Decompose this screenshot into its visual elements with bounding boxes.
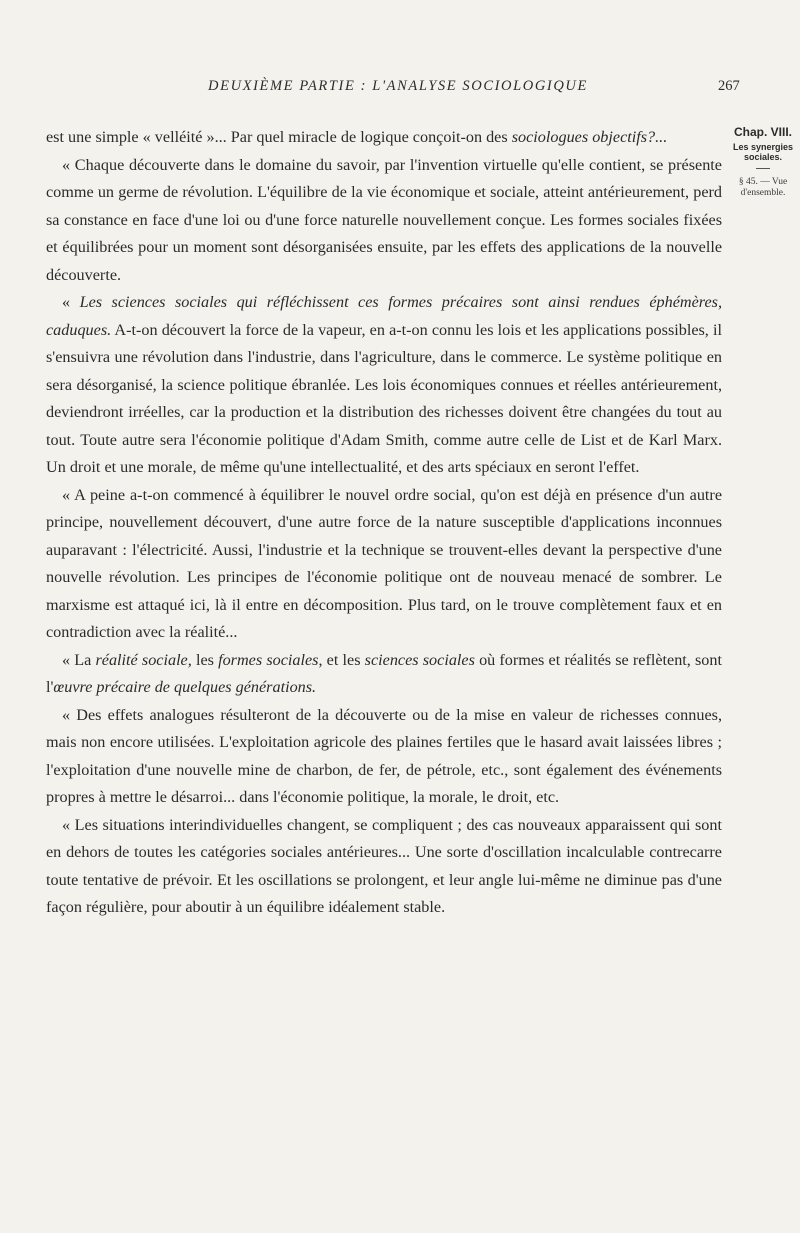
paragraph-5-italic-sciences: sciences sociales (364, 650, 475, 669)
paragraph-5 (46, 647, 722, 702)
paragraph-5-part-c: les (191, 650, 219, 669)
paragraph-1-italic: sociologues objectifs?... (511, 128, 668, 146)
paragraph-1-text: est une simple « velléité »... Par quel miracle de logique conçoit-on des (46, 128, 512, 146)
margin-chapter-title: Les synergies sociales. (732, 141, 794, 163)
paragraph-5-italic-forms: formes sociales (218, 650, 319, 669)
paragraph-5-part-e: , et les (318, 650, 365, 669)
paragraph-2: « Chaque découverte dans le domaine du savoir, par l'invention virtuelle qu'elle contient, se présente comme un germe de révolution. L'équilibre de la vie économique et sociale, atteint antérieurement, perd sa constance en face d'une loi ou d'une force naturelle nouvellement conçue. Les formes sociales fixées et équilibrées pour un moment sont désorganisées ensuite, par les effets des applications de la nouvelle découverte. (46, 155, 722, 284)
paragraph-3-text: A-t-on découvert la force de la vapeur, en a-t-on connu les lois et les applications possibles, il s'ensuivra une révolution dans l'industrie, dans l'agriculture, dans le commerce. Le système politique en sera désorganisé, la science politique ébranlée. Les lois économiques connues et réelles antérieurement, deviendront irréelles, car la production et la distribution des richesses doivent être changées du tout au tout. Toute autre sera l'économie politique d'Adam Smith, comme autre celle de List et de Karl Marx. Un droit et une morale, de même qu'une intellectualité, et des arts spéciaux en seront l'effet. (46, 320, 722, 476)
margin-section: § 45. — Vue d'ensemble. (738, 177, 788, 199)
paragraph-3-open: « (62, 293, 80, 311)
paragraph-3-italic: Les sciences sociales qui réfléchissent ces formes précaires sont ainsi rendues éphémères, caduques. (46, 293, 722, 339)
paragraph-5-part-g: où formes et réalités se reflètent, sont l' (46, 650, 722, 696)
body-text (46, 124, 722, 922)
margin-divider (756, 168, 770, 169)
paragraph-5-italic-reality: réalité sociale, (95, 650, 192, 669)
margin-note (728, 126, 798, 199)
paragraph-4: « A peine a-t-on commencé à équilibrer le nouvel ordre social, qu'on est déjà en présence d'un autre principe, nouvellement découvert, d'une autre force de la nature susceptible d'applications inconnues auparavant : l'électricité. Aussi, l'industrie et la technique se trouvent-elles devant la perspective d'une nouvelle révolution. Les principes de l'économie politique ont de nouveau menacé de sombrer. Le marxisme est attaqué ici, là il entre en décomposition. Plus tard, on le trouve complètement faux et en contradiction avec la réalité... (46, 485, 722, 641)
paragraph-6: « Des effets analogues résulteront de la découverte ou de la mise en valeur de richesses connues, mais non encore utilisées. L'exploitation agricole des plaines fertiles que le hasard avait laissées libres ; l'exploitation d'une nouvelle mine de charbon, de fer, de pétrole, etc., sont également des événements propres à mettre le désarroi... dans l'économie politique, la morale, le droit, etc. (46, 705, 722, 806)
paragraph-3 (46, 289, 722, 482)
running-header: DEUXIÈME PARTIE : L'ANALYSE SOCIOLOGIQUE (208, 78, 588, 94)
paragraph-5-italic-work: œuvre précaire de quelques générations. (53, 678, 317, 696)
paragraph-7: « Les situations interindividuelles changent, se compliquent ; des cas nouveaux apparaissent qui sont en dehors de toutes les catégories sociales antérieures... Une sorte d'oscillation incalculable contrecarre toute tentative de prévoir. Et les oscillations se prolongent, et leur angle lui-même ne diminue pas d'une façon régulière, pour aboutir à un équilibre idéalement stable. (46, 815, 722, 916)
paragraph-5-part-a: « La (62, 650, 96, 669)
margin-chapter: Chap. VIII. (733, 125, 792, 139)
paragraph-1 (46, 124, 722, 152)
page-number: 267 (718, 78, 740, 94)
